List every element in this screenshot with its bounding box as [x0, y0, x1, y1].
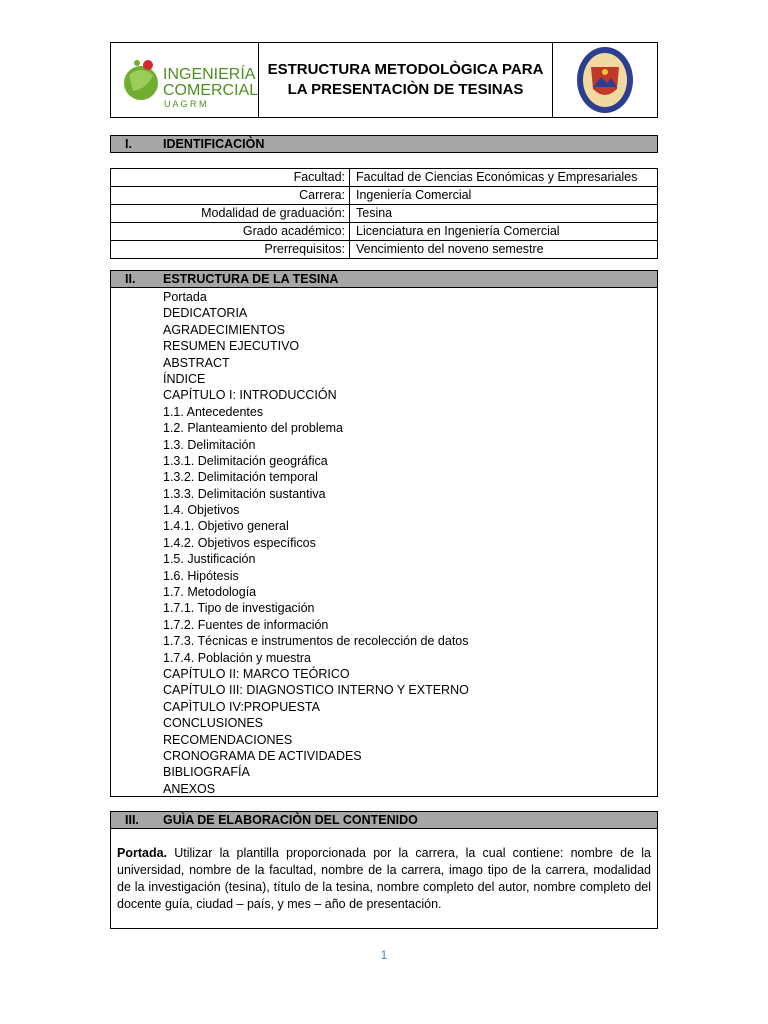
structure-item: 1.7. Metodología — [163, 585, 257, 600]
ingenieria-comercial-logo — [111, 43, 259, 117]
logo-line2: COMERCIAL — [163, 82, 259, 99]
structure-item: 1.7.1. Tipo de investigación — [163, 601, 315, 616]
structure-item: CAPÍTULO II: MARCO TEÓRICO — [163, 666, 350, 681]
structure-item: RESUMEN EJECUTIVO — [163, 339, 300, 354]
structure-item: 1.7.2. Fuentes de información — [163, 617, 329, 632]
guide-body: Utilizar la plantilla proporcionada por la carrera, la cual contiene: nombre de la universidad, nombre de la facultad, nombre de la carrera, imago tipo de la carrera, modalidad de la investigación (tesina), título de la tesina, nombre completo del autor, nombre completo del docente guía, ciudad – país, y mes – año de presentación. — [117, 846, 651, 911]
logo-green-dot — [134, 60, 140, 66]
structure-item: BIBLIOGRAFÍA — [163, 765, 250, 780]
structure-item: 1.6. Hipótesis — [163, 568, 239, 583]
structure-box — [110, 288, 658, 797]
structure-item: 1.3.1. Delimitación geográfica — [163, 453, 328, 468]
structure-item: ÍNDICE — [163, 371, 206, 386]
structure-item: 1.4.2. Objetivos específicos — [163, 535, 316, 550]
structure-item: 1.7.3. Técnicas e instrumentos de recolección de datos — [163, 634, 469, 649]
structure-item: CAPÍTULO III: DIAGNOSTICO INTERNO Y EXTERNO — [163, 683, 469, 698]
document-title-line1: ESTRUCTURA METODOLÒGICA PARA — [267, 61, 544, 78]
ident-label: Prerrequisitos: — [264, 242, 345, 256]
section-2-number: II. — [125, 272, 136, 286]
structure-item: 1.5. Justificación — [163, 552, 256, 567]
structure-item: 1.2. Planteamiento del problema — [163, 421, 343, 436]
page-number: 1 — [380, 948, 388, 962]
structure-item: DEDICATORIA — [163, 306, 248, 321]
ident-label: Grado académico: — [242, 224, 345, 238]
structure-item: 1.4.1. Objetivo general — [163, 519, 289, 534]
guide-lead: Portada. — [117, 846, 168, 860]
ident-row-grado — [111, 222, 657, 240]
section-1-title: IDENTIFICACIÒN — [163, 137, 265, 151]
structure-item: RECOMENDACIONES — [163, 732, 293, 747]
structure-item: Portada — [163, 290, 207, 304]
ident-value: Facultad de Ciencias Económicas y Empresariales — [356, 170, 638, 184]
section-1-number: I. — [125, 137, 132, 151]
section-2-title: ESTRUCTURA DE LA TESINA — [163, 272, 339, 286]
structure-item: CONCLUSIONES — [163, 716, 264, 731]
structure-list — [163, 289, 469, 797]
title-cell — [259, 43, 553, 117]
section-1-header — [110, 135, 658, 153]
structure-item: CAPÌTULO IV:PROPUESTA — [163, 699, 320, 714]
document-header — [110, 42, 658, 118]
structure-item: 1.3.3. Delimitación sustantiva — [163, 486, 326, 501]
structure-item: ABSTRACT — [163, 355, 230, 370]
ident-value: Ingeniería Comercial — [356, 188, 472, 202]
ident-value: Tesina — [356, 206, 393, 220]
section-2-header — [110, 270, 658, 288]
ident-label: Facultad: — [293, 170, 345, 184]
section-3-number: III. — [125, 813, 139, 827]
guide-box — [110, 829, 658, 929]
structure-item: 1.3. Delimitación — [163, 437, 256, 452]
ident-row-prerrequisitos — [111, 240, 657, 258]
university-seal — [553, 43, 657, 117]
structure-item: 1.7.4. Población y muestra — [163, 650, 311, 665]
identification-table — [110, 168, 658, 259]
document-title-line2: LA PRESENTACIÒN DE TESINAS — [287, 81, 524, 98]
logo-line3: U A G R M — [164, 99, 207, 109]
seal-sun-icon — [602, 69, 608, 75]
structure-item: CRONOGRAMA DE ACTIVIDADES — [163, 748, 362, 763]
ident-value: Vencimiento del noveno semestre — [356, 242, 544, 256]
structure-item: 1.3.2. Delimitación temporal — [163, 470, 318, 485]
structure-item: 1.1. Antecedentes — [163, 404, 264, 419]
structure-item: 1.4. Objetivos — [163, 503, 240, 518]
logo-red-dot — [143, 60, 153, 70]
ident-label: Modalidad de graduación: — [201, 206, 345, 220]
section-3-title: GUÌA DE ELABORACIÒN DEL CONTENIDO — [163, 813, 418, 827]
guide-paragraph — [117, 845, 651, 913]
section-3-header — [110, 811, 658, 829]
logo-cell — [111, 43, 259, 117]
ident-row-modalidad — [111, 204, 657, 222]
structure-item: CAPÍTULO I: INTRODUCCIÓN — [163, 388, 337, 403]
seal-cell — [553, 43, 657, 117]
structure-item: AGRADECIMIENTOS — [163, 322, 286, 337]
logo-line1: INGENIERÍA — [163, 66, 256, 83]
ident-label: Carrera: — [299, 188, 345, 202]
structure-item: ANEXOS — [163, 781, 216, 796]
ident-row-carrera — [111, 186, 657, 204]
ident-value: Licenciatura en Ingeniería Comercial — [356, 224, 560, 238]
ident-row-facultad — [111, 169, 657, 186]
